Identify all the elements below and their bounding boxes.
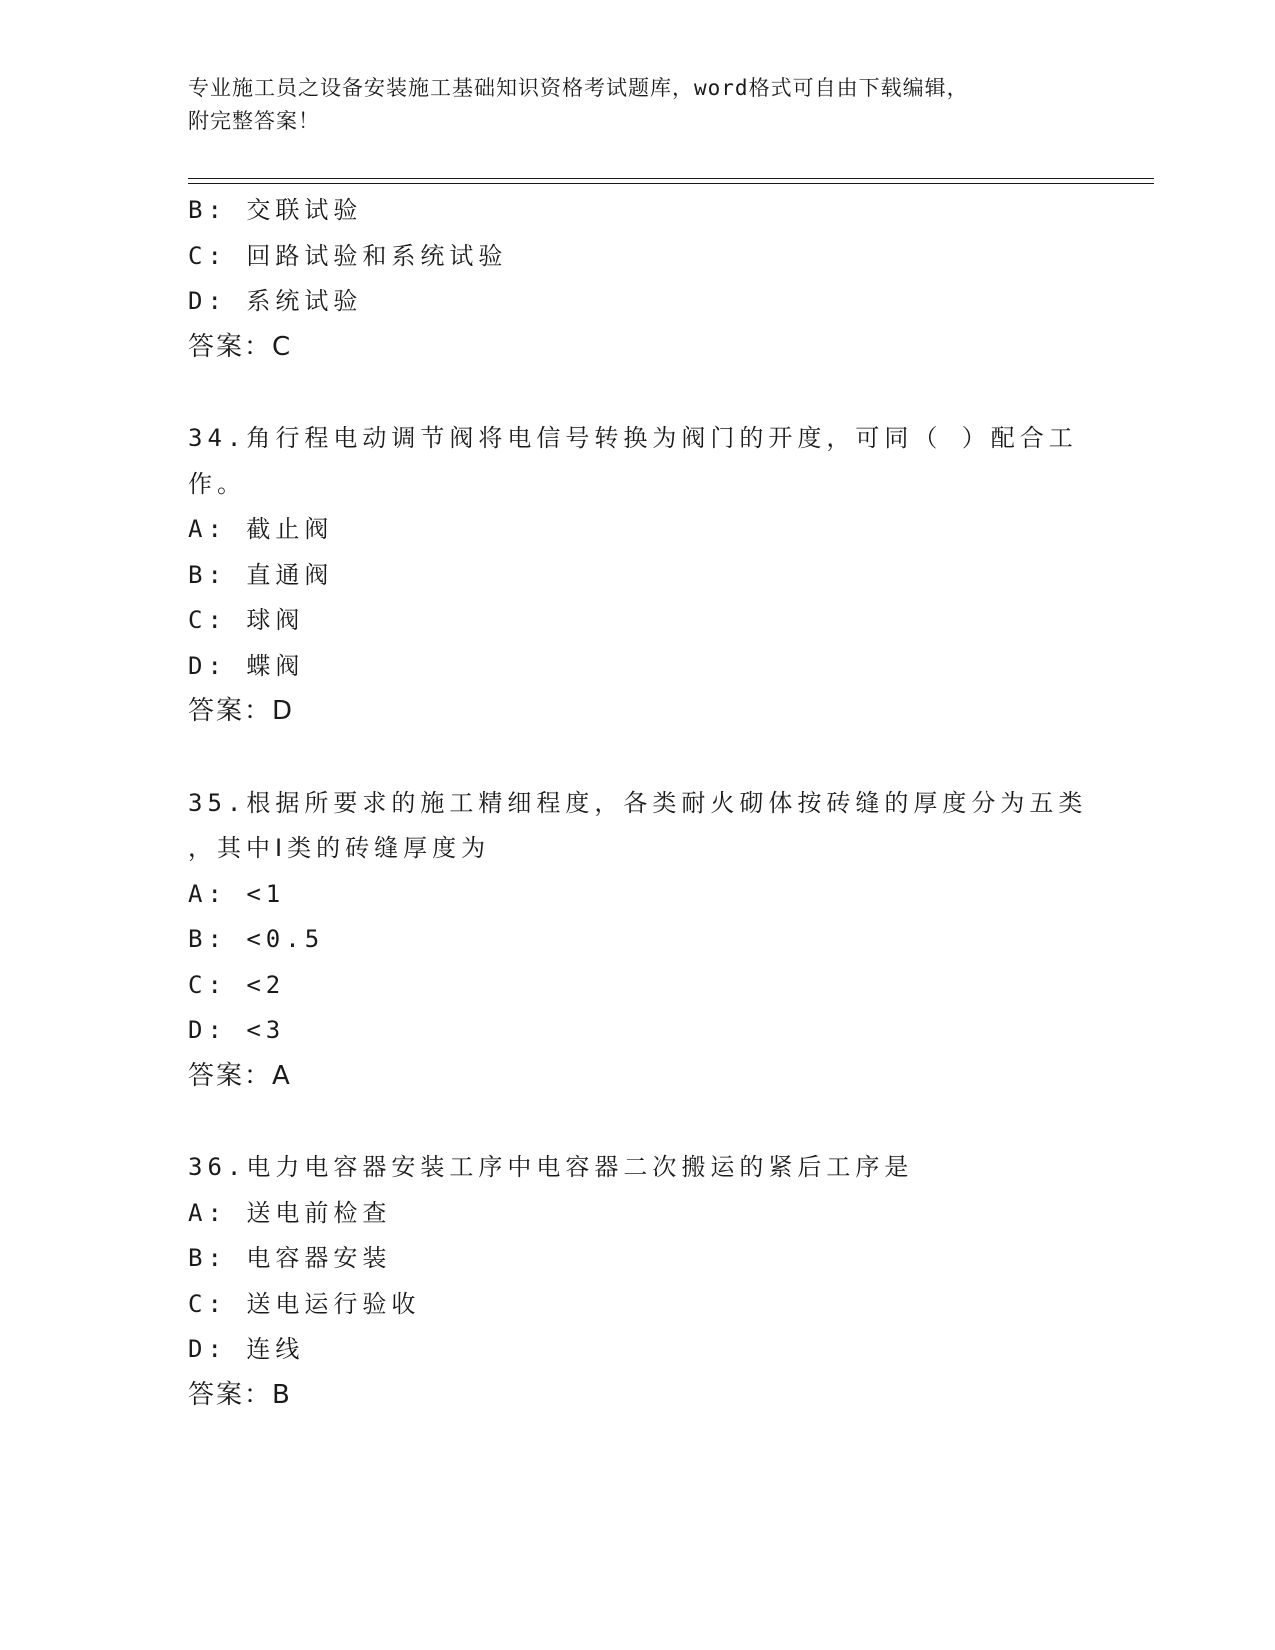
option-c: C: 回路试验和系统试验 xyxy=(188,241,508,270)
question-stem: 34.角行程电动调节阀将电信号转换为阀门的开度，可同（ ）配合工 xyxy=(188,424,1078,452)
question-stem: 36.电力电容器安装工序中电容器二次搬运的紧后工序是 xyxy=(188,1153,914,1181)
question-block-36 xyxy=(188,1145,1088,1418)
answer-line: 答案：D xyxy=(188,696,295,726)
option-a: A: <1 xyxy=(188,879,286,908)
option-d: D: 连线 xyxy=(188,1335,305,1363)
question-stem-continued: 作。 xyxy=(188,469,246,498)
option-c: C: 球阀 xyxy=(188,606,305,634)
answer-line: 答案：C xyxy=(188,331,293,362)
spacer xyxy=(188,1099,1088,1145)
question-stem-continued: ，其中Ⅰ类的砖缝厚度为 xyxy=(188,834,491,862)
option-c: C: <2 xyxy=(188,970,286,999)
header-line-2: 附完整答案！ xyxy=(188,109,320,133)
spacer xyxy=(188,735,1088,781)
option-b: B: 电容器安装 xyxy=(188,1244,392,1272)
option-a: A: 截止阀 xyxy=(188,515,334,543)
option-b: B: <0.5 xyxy=(188,925,325,953)
question-stem: 35.根据所要求的施工精细程度，各类耐火砌体按砖缝的厚度分为五类 xyxy=(188,788,1088,817)
option-d: D: <3 xyxy=(188,1016,286,1044)
option-b: B: 直通阀 xyxy=(188,560,334,589)
answer-line: 答案：B xyxy=(188,1379,292,1410)
option-d: D: 系统试验 xyxy=(188,287,363,315)
header-divider-bottom xyxy=(188,183,1154,184)
question-block-33 xyxy=(188,188,1088,370)
option-a: A: 送电前检查 xyxy=(188,1198,392,1227)
header-line-1: 专业施工员之设备安装施工基础知识资格考试题库，word格式可自由下载编辑， xyxy=(188,76,969,100)
question-block-35 xyxy=(188,781,1088,1100)
header-divider-top xyxy=(188,178,1154,179)
question-block-34 xyxy=(188,416,1088,735)
option-d: D: 蝶阀 xyxy=(188,651,305,680)
option-c: C: 送电运行验收 xyxy=(188,1289,421,1318)
answer-line: 答案：A xyxy=(188,1060,292,1091)
spacer xyxy=(188,370,1088,416)
question-list xyxy=(188,188,1088,1418)
document-header xyxy=(188,72,1088,138)
option-b: B: 交联试验 xyxy=(188,196,363,224)
